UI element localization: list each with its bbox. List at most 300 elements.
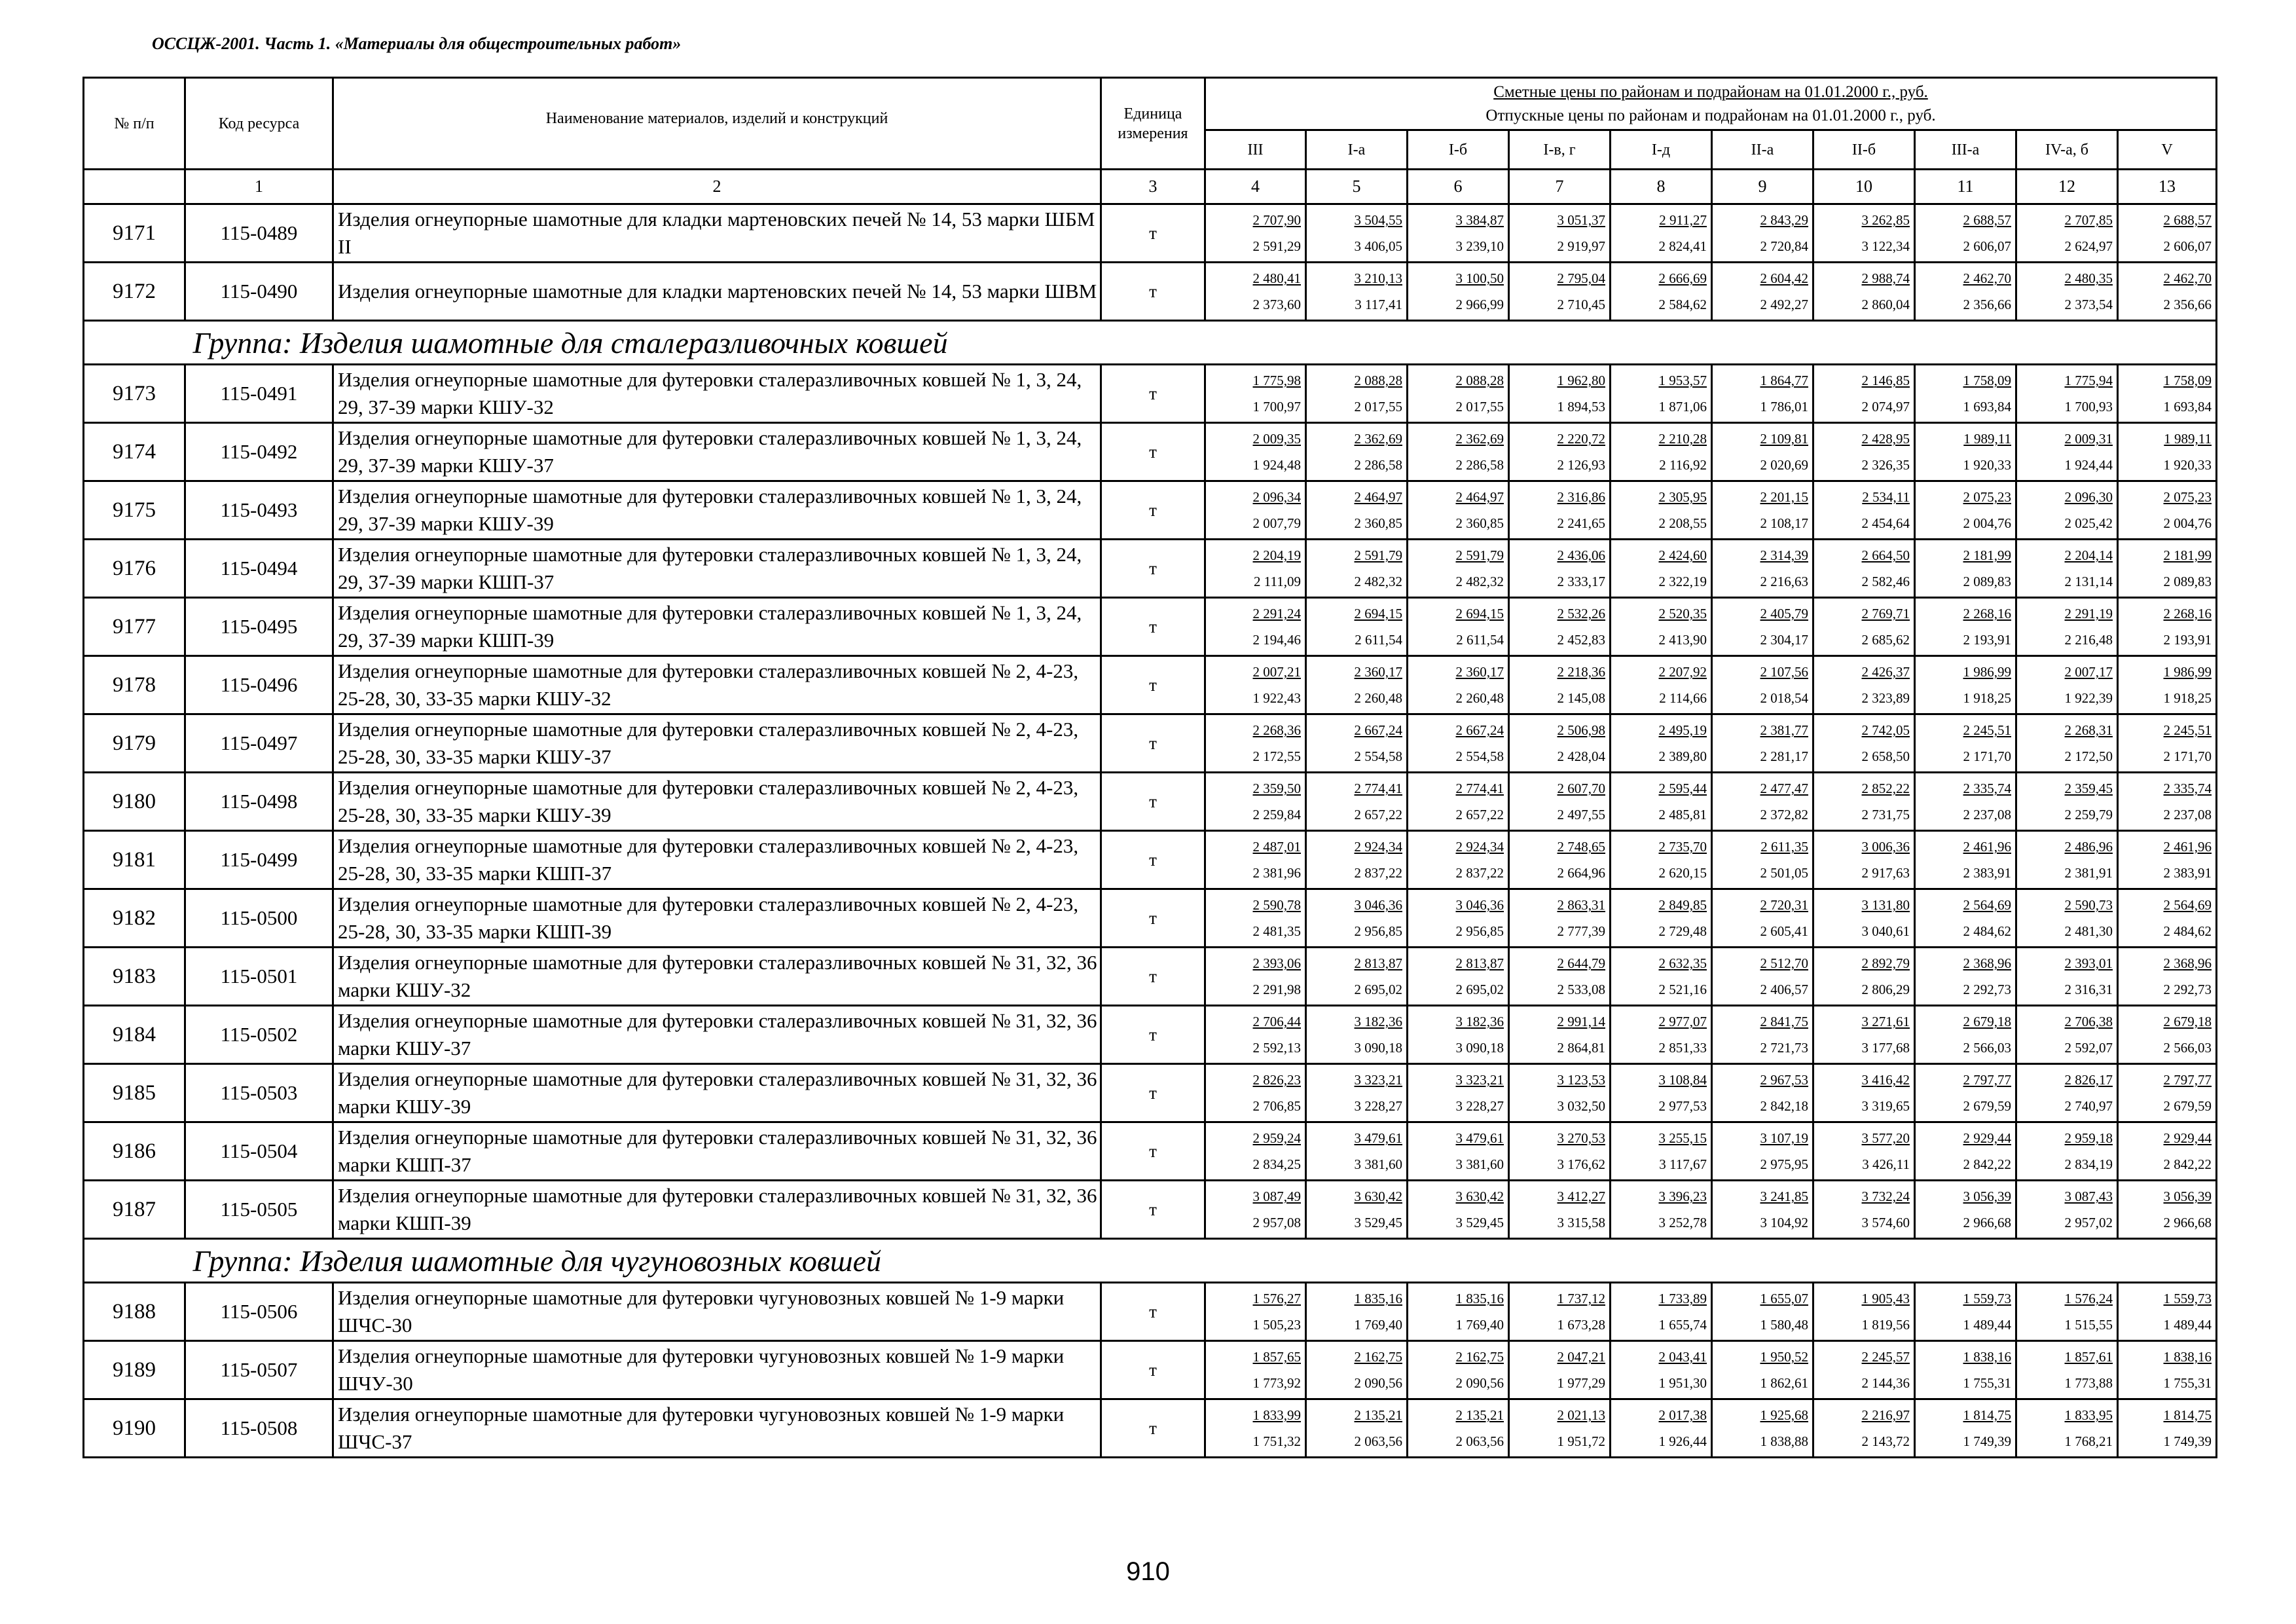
estimate-price: 1 655,07: [1760, 1291, 1808, 1306]
release-price: 2 286,58: [1455, 457, 1504, 473]
release-price: 3 239,10: [1455, 238, 1504, 254]
release-price: 2 143,72: [1861, 1433, 1910, 1449]
price-cell: [1611, 263, 1712, 321]
estimate-price: 2 359,50: [1252, 781, 1301, 796]
estimate-price: 1 905,43: [1861, 1291, 1910, 1306]
release-price: 2 729,48: [1658, 923, 1707, 939]
price-cell: [1205, 948, 1306, 1006]
estimate-price: 2 694,15: [1455, 606, 1504, 621]
release-price: 1 924,48: [1252, 457, 1301, 473]
release-price: 3 529,45: [1354, 1215, 1402, 1230]
price-cell: [1509, 598, 1611, 656]
estimate-price: 2 393,01: [2064, 955, 2113, 971]
release-price: 2 482,32: [1455, 574, 1504, 589]
release-price: 3 176,62: [1557, 1156, 1605, 1172]
price-cell: [2118, 948, 2217, 1006]
estimate-price: 3 056,39: [1963, 1189, 2011, 1204]
estimate-price: 2 043,41: [1658, 1349, 1707, 1365]
estimate-price: 2 590,78: [1252, 897, 1301, 913]
estimate-price: 1 758,09: [2163, 373, 2212, 388]
resource-code: 115-0508: [185, 1399, 333, 1458]
release-price: 1 920,33: [2163, 457, 2212, 473]
estimate-price: 2 210,28: [1658, 431, 1707, 447]
release-price: 3 406,05: [1354, 238, 1402, 254]
release-price: 2 172,55: [1252, 748, 1301, 764]
estimate-price: 2 316,86: [1557, 489, 1605, 505]
release-price: 2 605,41: [1760, 923, 1808, 939]
resource-code: 115-0491: [185, 365, 333, 423]
table-row: [84, 204, 2217, 263]
release-price: 2 956,85: [1354, 923, 1402, 939]
price-cell: [1712, 365, 1813, 423]
price-cell: [1509, 948, 1611, 1006]
estimate-price: 2 075,23: [2163, 489, 2212, 505]
estimate-price: 1 989,11: [1963, 431, 2011, 447]
price-cell: [2118, 1399, 2217, 1458]
estimate-price: 2 769,71: [1861, 606, 1910, 621]
release-price: 2 259,79: [2064, 807, 2113, 822]
estimate-price: 2 381,77: [1760, 722, 1808, 738]
estimate-price: 2 564,69: [1963, 897, 2011, 913]
price-cell: [1509, 1064, 1611, 1122]
release-price: 1 693,84: [1963, 399, 2011, 415]
estimate-price: 1 576,24: [2064, 1291, 2113, 1306]
price-cell: [1712, 1283, 1813, 1341]
group-spacer: [84, 1239, 185, 1283]
price-cell: [1509, 773, 1611, 831]
estimate-price: 2 679,18: [2163, 1014, 2212, 1029]
price-cell: [1306, 889, 1408, 948]
price-cell: [1205, 1181, 1306, 1239]
release-price: 1 755,31: [1963, 1375, 2011, 1391]
price-cell: [2016, 889, 2118, 948]
estimate-price: 2 797,77: [2163, 1072, 2212, 1088]
material-name: Изделия огнеупорные шамотные для кладки мартеновских печей № 14, 53 марки ШВМ: [333, 263, 1101, 321]
release-price: 2 171,70: [2163, 748, 2212, 764]
release-price: 3 117,67: [1659, 1156, 1707, 1172]
price-cell: [2016, 598, 2118, 656]
estimate-price: 3 087,43: [2064, 1189, 2113, 1204]
release-price: 2 966,68: [1963, 1215, 2011, 1230]
material-name: Изделия огнеупорные шамотные для футеровки сталеразливочных ковшей № 1, 3, 24, 29, 37-39 марки КШП-39: [333, 598, 1101, 656]
header-num: № п/п: [84, 78, 185, 170]
estimate-price: 3 323,21: [1455, 1072, 1504, 1088]
price-cell: [2016, 1181, 2118, 1239]
price-cell: [1306, 1006, 1408, 1064]
price-cell: [1205, 598, 1306, 656]
release-price: 2 373,60: [1252, 297, 1301, 312]
price-cell: [1509, 481, 1611, 540]
price-cell: [1813, 423, 1915, 481]
release-price: 2 322,19: [1658, 574, 1707, 589]
row-number: 9177: [84, 598, 185, 656]
estimate-price: 2 667,24: [1354, 722, 1402, 738]
estimate-price: 3 182,36: [1455, 1014, 1504, 1029]
estimate-price: 2 335,74: [1963, 781, 2011, 796]
resource-code: 115-0497: [185, 714, 333, 773]
price-cell: [1509, 1006, 1611, 1064]
price-cell: [1408, 598, 1509, 656]
estimate-price: 2 924,34: [1455, 839, 1504, 855]
price-cell: [1408, 948, 1509, 1006]
estimate-price: 2 611,35: [1760, 839, 1808, 855]
estimate-price: 2 462,70: [2163, 270, 2212, 286]
estimate-price: 2 666,69: [1658, 270, 1707, 286]
estimate-price: 2 607,70: [1557, 781, 1605, 796]
release-price: 2 360,85: [1354, 515, 1402, 531]
release-price: 2 695,02: [1455, 982, 1504, 997]
estimate-price: 2 201,15: [1760, 489, 1808, 505]
column-number: 7: [1509, 170, 1611, 204]
price-cell: [1306, 714, 1408, 773]
price-cell: [2118, 1181, 2217, 1239]
unit: т: [1101, 1341, 1205, 1399]
estimate-price: 2 428,95: [1861, 431, 1910, 447]
release-price: 2 144,36: [1861, 1375, 1910, 1391]
unit: т: [1101, 540, 1205, 598]
release-price: 2 484,62: [1963, 923, 2011, 939]
price-cell: [1205, 773, 1306, 831]
estimate-price: 1 814,75: [2163, 1407, 2212, 1423]
estimate-price: 1 835,16: [1455, 1291, 1504, 1306]
price-cell: [1712, 773, 1813, 831]
price-cell: [1408, 889, 1509, 948]
release-price: 2 090,56: [1455, 1375, 1504, 1391]
release-price: 1 773,92: [1252, 1375, 1301, 1391]
estimate-price: 1 986,99: [2163, 664, 2212, 680]
release-price: 2 620,15: [1658, 865, 1707, 881]
row-number: 9173: [84, 365, 185, 423]
table-row: [84, 831, 2217, 889]
estimate-price: 2 268,31: [2064, 722, 2113, 738]
resource-code: 115-0493: [185, 481, 333, 540]
release-price: 3 381,60: [1455, 1156, 1504, 1172]
estimate-price: 2 924,34: [1354, 839, 1402, 855]
estimate-price: 1 559,73: [2163, 1291, 2212, 1306]
price-cell: [2016, 1064, 2118, 1122]
price-cell: [1306, 1283, 1408, 1341]
release-price: 1 862,61: [1760, 1375, 1808, 1391]
price-cell: [1915, 831, 2016, 889]
release-price: 2 406,57: [1760, 982, 1808, 997]
price-cell: [1205, 889, 1306, 948]
release-price: 1 951,30: [1658, 1375, 1707, 1391]
estimate-price: 2 359,45: [2064, 781, 2113, 796]
unit: т: [1101, 1064, 1205, 1122]
material-name: Изделия огнеупорные шамотные для футеровки сталеразливочных ковшей № 31, 32, 36 марки КШУ-39: [333, 1064, 1101, 1122]
region-header: II-а: [1712, 130, 1813, 170]
release-price: 2 624,97: [2064, 238, 2113, 254]
region-header: III: [1205, 130, 1306, 170]
unit: т: [1101, 1006, 1205, 1064]
price-cell: [1408, 481, 1509, 540]
price-cell: [1408, 540, 1509, 598]
estimate-price: 2 405,79: [1760, 606, 1808, 621]
price-cell: [2016, 1399, 2118, 1458]
estimate-price: 2 146,85: [1861, 373, 1910, 388]
release-price: 2 017,55: [1455, 399, 1504, 415]
estimate-price: 2 929,44: [2163, 1130, 2212, 1146]
estimate-price: 2 135,21: [1455, 1407, 1504, 1423]
estimate-price: 1 857,65: [1252, 1349, 1301, 1365]
row-number: 9185: [84, 1064, 185, 1122]
estimate-price: 2 632,35: [1658, 955, 1707, 971]
estimate-price: 2 009,35: [1252, 431, 1301, 447]
estimate-price: 3 479,61: [1455, 1130, 1504, 1146]
release-price: 2 017,55: [1354, 399, 1402, 415]
price-cell: [2118, 1283, 2217, 1341]
estimate-price: 2 181,99: [2163, 547, 2212, 563]
row-number: 9172: [84, 263, 185, 321]
column-number: 13: [2118, 170, 2217, 204]
estimate-price: 2 849,85: [1658, 897, 1707, 913]
price-cell: [1306, 598, 1408, 656]
release-price: 3 122,34: [1861, 238, 1910, 254]
price-cell: [1813, 656, 1915, 714]
estimate-price: 2 007,17: [2064, 664, 2113, 680]
row-number: 9175: [84, 481, 185, 540]
release-price: 2 018,54: [1760, 690, 1808, 706]
estimate-price: 1 576,27: [1252, 1291, 1301, 1306]
unit: т: [1101, 365, 1205, 423]
release-price: 2 521,16: [1658, 982, 1707, 997]
estimate-price: 2 135,21: [1354, 1407, 1402, 1423]
table-row: [84, 773, 2217, 831]
release-price: 2 237,08: [1963, 807, 2011, 822]
release-price: 2 373,54: [2064, 297, 2113, 312]
release-price: 2 837,22: [1354, 865, 1402, 881]
release-price: 2 208,55: [1658, 515, 1707, 531]
estimate-price: 3 732,24: [1861, 1189, 1910, 1204]
estimate-price: 2 841,75: [1760, 1014, 1808, 1029]
column-number: 4: [1205, 170, 1306, 204]
release-price: 3 529,45: [1455, 1215, 1504, 1230]
estimate-price: 3 241,85: [1760, 1189, 1808, 1204]
table-row: [84, 1122, 2217, 1181]
price-cell: [1306, 481, 1408, 540]
release-price: 1 769,40: [1354, 1317, 1402, 1333]
release-price: 2 720,84: [1760, 238, 1808, 254]
release-price: 3 177,68: [1861, 1040, 1910, 1056]
price-cell: [1813, 365, 1915, 423]
price-cell: [1509, 714, 1611, 773]
estimate-price: 2 826,23: [1252, 1072, 1301, 1088]
release-price: 2 664,96: [1557, 865, 1605, 881]
estimate-price: 3 056,39: [2163, 1189, 2212, 1204]
estimate-price: 3 046,36: [1354, 897, 1402, 913]
table-row: [84, 1181, 2217, 1239]
price-cell: [1205, 1341, 1306, 1399]
unit: т: [1101, 1181, 1205, 1239]
estimate-price: 3 412,27: [1557, 1189, 1605, 1204]
price-cell: [2016, 714, 2118, 773]
release-price: 1 505,23: [1252, 1317, 1301, 1333]
estimate-price: 2 813,87: [1455, 955, 1504, 971]
price-cell: [1915, 1283, 2016, 1341]
table-row: [84, 481, 2217, 540]
release-price: 2 356,66: [1963, 297, 2011, 312]
release-price: 2 193,91: [1963, 632, 2011, 648]
region-header: I-б: [1408, 130, 1509, 170]
resource-code: 115-0501: [185, 948, 333, 1006]
estimate-price: 1 838,16: [2163, 1349, 2212, 1365]
row-number: 9190: [84, 1399, 185, 1458]
release-price: 2 063,56: [1354, 1433, 1402, 1449]
release-price: 2 497,55: [1557, 807, 1605, 822]
estimate-price: 3 046,36: [1455, 897, 1504, 913]
region-header: I-а: [1306, 130, 1408, 170]
price-cell: [1915, 1341, 2016, 1399]
price-cell: [1611, 831, 1712, 889]
price-cell: [1611, 1399, 1712, 1458]
release-price: 1 918,25: [2163, 690, 2212, 706]
estimate-price: 2 977,07: [1658, 1014, 1707, 1029]
release-price: 2 259,84: [1252, 807, 1301, 822]
price-cell: [1611, 1064, 1712, 1122]
estimate-price: 1 989,11: [2164, 431, 2212, 447]
release-price: 2 304,17: [1760, 632, 1808, 648]
release-price: 2 292,73: [2163, 982, 2212, 997]
price-cell: [1205, 1006, 1306, 1064]
release-price: 2 114,66: [1659, 690, 1707, 706]
estimate-price: 2 426,37: [1861, 664, 1910, 680]
estimate-price: 2 991,14: [1557, 1014, 1605, 1029]
price-cell: [2016, 773, 2118, 831]
release-price: 2 007,79: [1252, 515, 1301, 531]
price-cell: [1915, 1122, 2016, 1181]
estimate-price: 2 591,79: [1455, 547, 1504, 563]
estimate-price: 2 694,15: [1354, 606, 1402, 621]
price-cell: [1306, 365, 1408, 423]
estimate-price: 2 595,44: [1658, 781, 1707, 796]
material-name: Изделия огнеупорные шамотные для кладки мартеновских печей № 14, 53 марки ШБМ II: [333, 204, 1101, 263]
row-number: 9182: [84, 889, 185, 948]
resource-code: 115-0495: [185, 598, 333, 656]
estimate-price: 2 748,65: [1557, 839, 1605, 855]
estimate-price: 2 604,42: [1760, 270, 1808, 286]
release-price: 2 917,63: [1861, 865, 1910, 881]
release-price: 2 126,93: [1557, 457, 1605, 473]
price-cell: [1306, 1122, 1408, 1181]
estimate-price: 2 162,75: [1354, 1349, 1402, 1365]
unit: т: [1101, 598, 1205, 656]
group-title: Группа: Изделия шамотные для чугуновозных ковшей: [185, 1239, 2217, 1283]
estimate-price: 2 742,05: [1861, 722, 1910, 738]
row-number: 9181: [84, 831, 185, 889]
header-prices-estimate: Сметные цены по районам и подрайонам на 01.01.2000 г., руб.: [1493, 83, 1928, 101]
release-price: 1 922,43: [1252, 690, 1301, 706]
price-cell: [2118, 598, 2217, 656]
price-cell: [1813, 948, 1915, 1006]
resource-code: 115-0490: [185, 263, 333, 321]
estimate-price: 3 396,23: [1658, 1189, 1707, 1204]
price-cell: [1306, 1064, 1408, 1122]
estimate-price: 3 108,84: [1658, 1072, 1707, 1088]
column-number: 10: [1813, 170, 1915, 204]
price-cell: [1306, 656, 1408, 714]
release-price: 3 032,50: [1557, 1098, 1605, 1114]
release-price: 1 786,01: [1760, 399, 1808, 415]
release-price: 2 566,03: [2163, 1040, 2212, 1056]
price-cell: [1915, 204, 2016, 263]
price-cell: [1408, 773, 1509, 831]
estimate-price: 3 262,85: [1861, 212, 1910, 228]
column-number: 5: [1306, 170, 1408, 204]
estimate-price: 2 245,57: [1861, 1349, 1910, 1365]
resource-code: 115-0502: [185, 1006, 333, 1064]
price-cell: [1712, 831, 1813, 889]
price-cell: [1915, 1064, 2016, 1122]
estimate-price: 1 838,16: [1963, 1349, 2011, 1365]
price-cell: [1205, 481, 1306, 540]
price-cell: [1712, 204, 1813, 263]
price-cell: [1306, 948, 1408, 1006]
estimate-price: 3 630,42: [1354, 1189, 1402, 1204]
price-cell: [1205, 540, 1306, 598]
release-price: 2 108,17: [1760, 515, 1808, 531]
material-name: Изделия огнеупорные шамотные для футеровки чугуновозных ковшей № 1-9 марки ШЧС-37: [333, 1399, 1101, 1458]
price-cell: [1813, 773, 1915, 831]
release-price: 2 381,91: [2064, 865, 2113, 881]
release-price: 2 260,48: [1354, 690, 1402, 706]
price-cell: [1205, 1399, 1306, 1458]
row-number: 9171: [84, 204, 185, 263]
estimate-price: 2 480,41: [1252, 270, 1301, 286]
release-price: 2 740,97: [2064, 1098, 2113, 1114]
price-cell: [1712, 1122, 1813, 1181]
price-cell: [1509, 540, 1611, 598]
row-number: 9180: [84, 773, 185, 831]
price-cell: [1611, 204, 1712, 263]
region-header: I-в, г: [1509, 130, 1611, 170]
estimate-price: 2 512,70: [1760, 955, 1808, 971]
material-name: Изделия огнеупорные шамотные для футеровки сталеразливочных ковшей № 2, 4-23, 25-28, 30, 33-35 марки КШП-37: [333, 831, 1101, 889]
price-cell: [2118, 481, 2217, 540]
estimate-price: 2 436,06: [1557, 547, 1605, 563]
unit: т: [1101, 423, 1205, 481]
table-row: [84, 1399, 2217, 1458]
price-cell: [1509, 423, 1611, 481]
release-price: 2 145,08: [1557, 690, 1605, 706]
release-price: 2 554,58: [1354, 748, 1402, 764]
price-cell: [1813, 1283, 1915, 1341]
estimate-price: 2 245,51: [2163, 722, 2212, 738]
price-cell: [2016, 263, 2118, 321]
estimate-price: 2 967,53: [1760, 1072, 1808, 1088]
release-price: 2 566,03: [1963, 1040, 2011, 1056]
price-cell: [1205, 1283, 1306, 1341]
unit: т: [1101, 1283, 1205, 1341]
row-number: 9183: [84, 948, 185, 1006]
release-price: 2 360,85: [1455, 515, 1504, 531]
estimate-price: 2 929,44: [1963, 1130, 2011, 1146]
resource-code: 115-0496: [185, 656, 333, 714]
price-cell: [1509, 1399, 1611, 1458]
release-price: 2 452,83: [1557, 632, 1605, 648]
price-cell: [1712, 889, 1813, 948]
table-row: [84, 656, 2217, 714]
estimate-price: 2 477,47: [1760, 781, 1808, 796]
release-price: 2 326,35: [1861, 457, 1910, 473]
price-cell: [1813, 204, 1915, 263]
table-row: [84, 1064, 2217, 1122]
release-price: 2 919,97: [1557, 238, 1605, 254]
release-price: 1 489,44: [1963, 1317, 2011, 1333]
release-price: 3 319,65: [1861, 1098, 1910, 1114]
estimate-price: 1 833,99: [1252, 1407, 1301, 1423]
release-price: 1 920,33: [1963, 457, 2011, 473]
price-cell: [1813, 1399, 1915, 1458]
